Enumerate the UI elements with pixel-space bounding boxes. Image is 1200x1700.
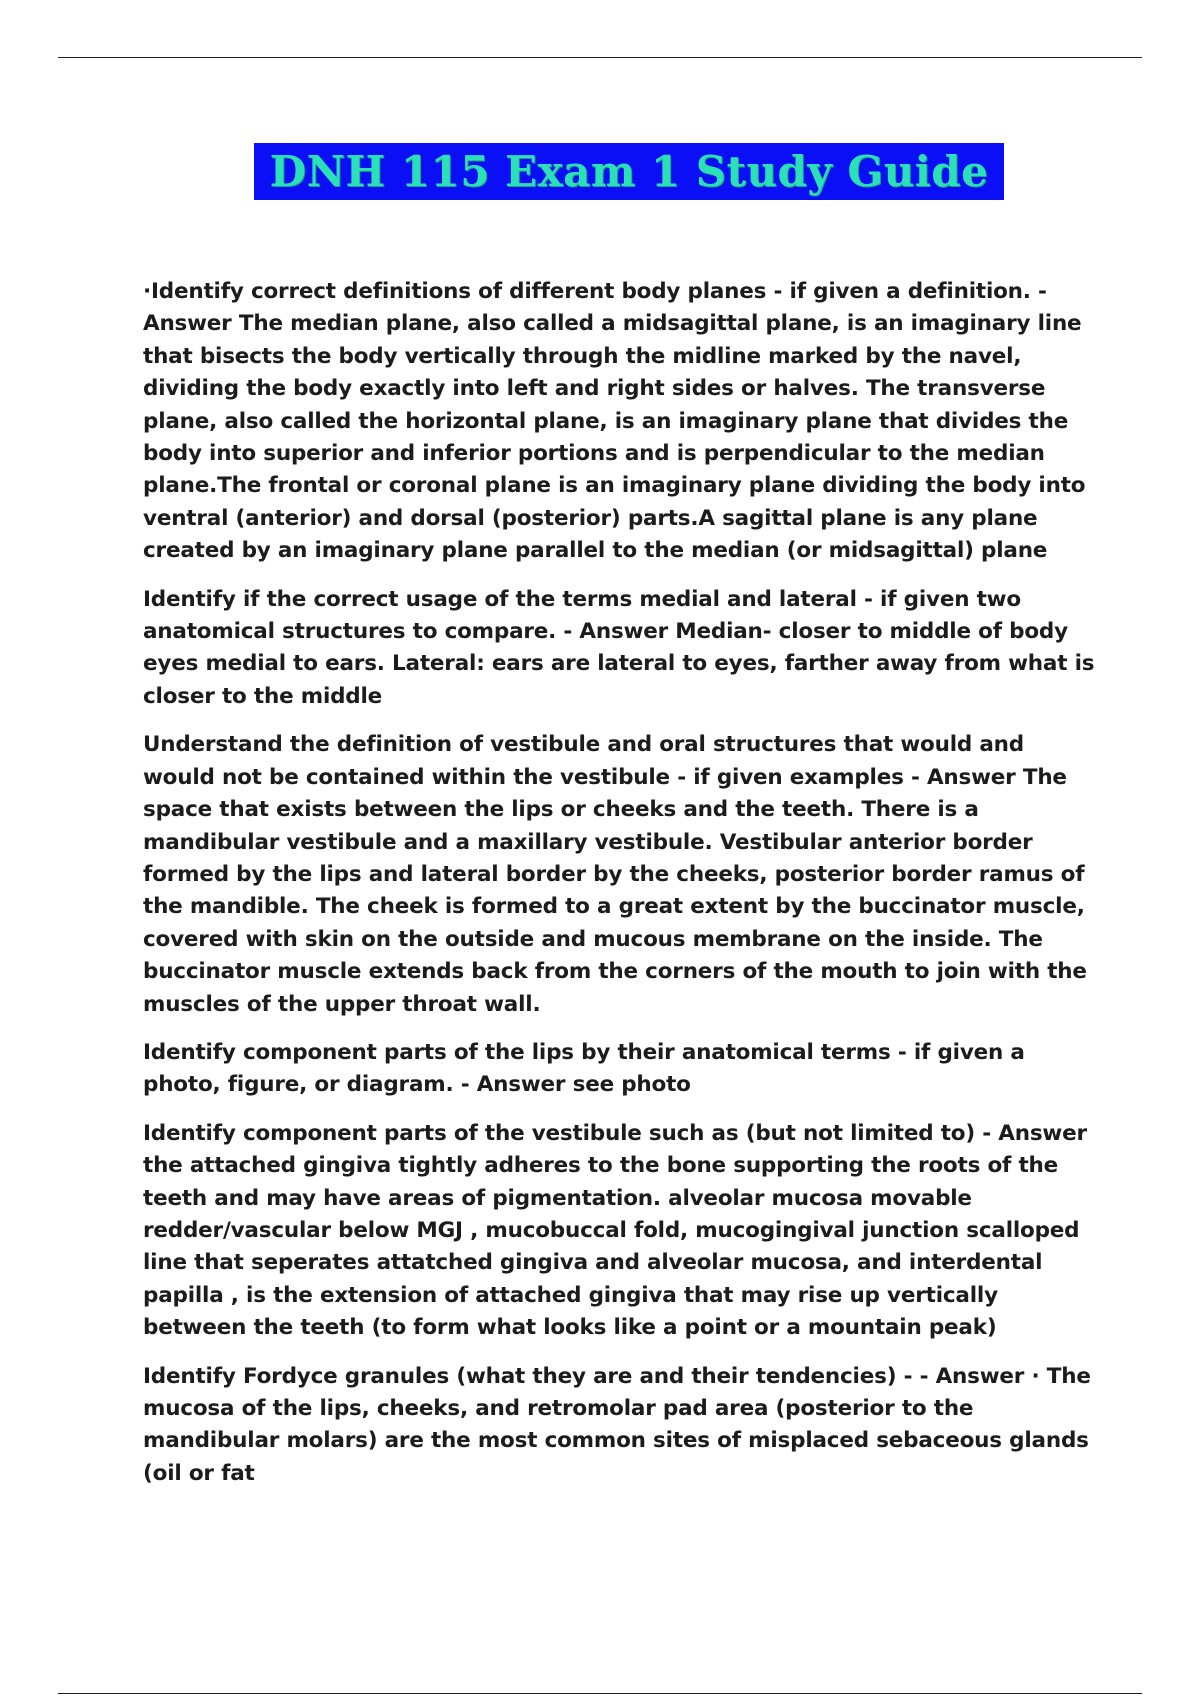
qa-body-planes: ·Identify correct definitions of different body planes - if given a definition. - Answer The median plane, also called a midsagittal plane, is an imaginary line that bisects the body vertically through the midline marked by the navel, dividing the body exactly into left and right sides or halves. The transverse plane, also called the horizontal plane, is an imaginary plane that divides the body into superior and inferior portions and is perpendicular to the median plane.The frontal or coronal plane is an imaginary plane dividing the body into ventral (anterior) and dorsal (posterior) parts.A sagittal plane is any plane created by an imaginary plane parallel to the median (or midsagittal) plane [143,279,1086,564]
qa-vestibule-definition: Understand the definition of vestibule and oral structures that would and would not be contained within the vestibule - if given examples - Answer The space that exists between the lips or cheeks and the teeth. There is a mandibular vestibule and a maxillary vestibule. Vestibular anterior border formed by the lips and lateral border by the cheeks, posterior border ramus of the mandible. The cheek is formed to a great extent by the buccinator muscle, covered with skin on the outside and mucous membrane on the inside. The buccinator muscle extends back from the corners of the mouth to join with the muscles of the upper throat wall. [143,732,1087,1017]
qa-vestibule-components: Identify component parts of the vestibule such as (but not limited to) - Answer the attached gingiva tightly adheres to the bone supporting the roots of the teeth and may have areas of pigmentation. alveolar mucosa movable redder/vascular below MGJ , mucobuccal fold, mucogingival junction scalloped line that seperates attatched gingiva and alveolar mucosa, and interdental papilla , is the extension of attached gingiva that may rise up vertically between the teeth (to form what looks like a point or a mountain peak) [143,1120,1087,1341]
footer-rule [58,1693,1142,1694]
qa-fordyce-granules: Identify Fordyce granules (what they are and their tendencies) - - Answer · The mucosa of the lips, cheeks, and retromolar pad area (posterior to the mandibular molars) are the most common sites of misplaced sebaceous glands (oil or fat [143,1363,1091,1486]
header-rule [58,57,1142,58]
document-title: DNH 115 Exam 1 Study Guide [269,147,989,196]
qa-medial-lateral: Identify if the correct usage of the terms medial and lateral - if given two anatomical structures to compare. - Answer Median- closer to middle of body eyes medial to ears. Lateral: ears are lateral to eyes, farther away from what is closer to the middle [143,586,1095,709]
qa-lips-components: Identify component parts of the lips by their anatomical terms - if given a photo, figure, or diagram. - Answer see photo [143,1039,1025,1098]
title-banner [254,143,1004,200]
document-body [143,276,1098,1506]
